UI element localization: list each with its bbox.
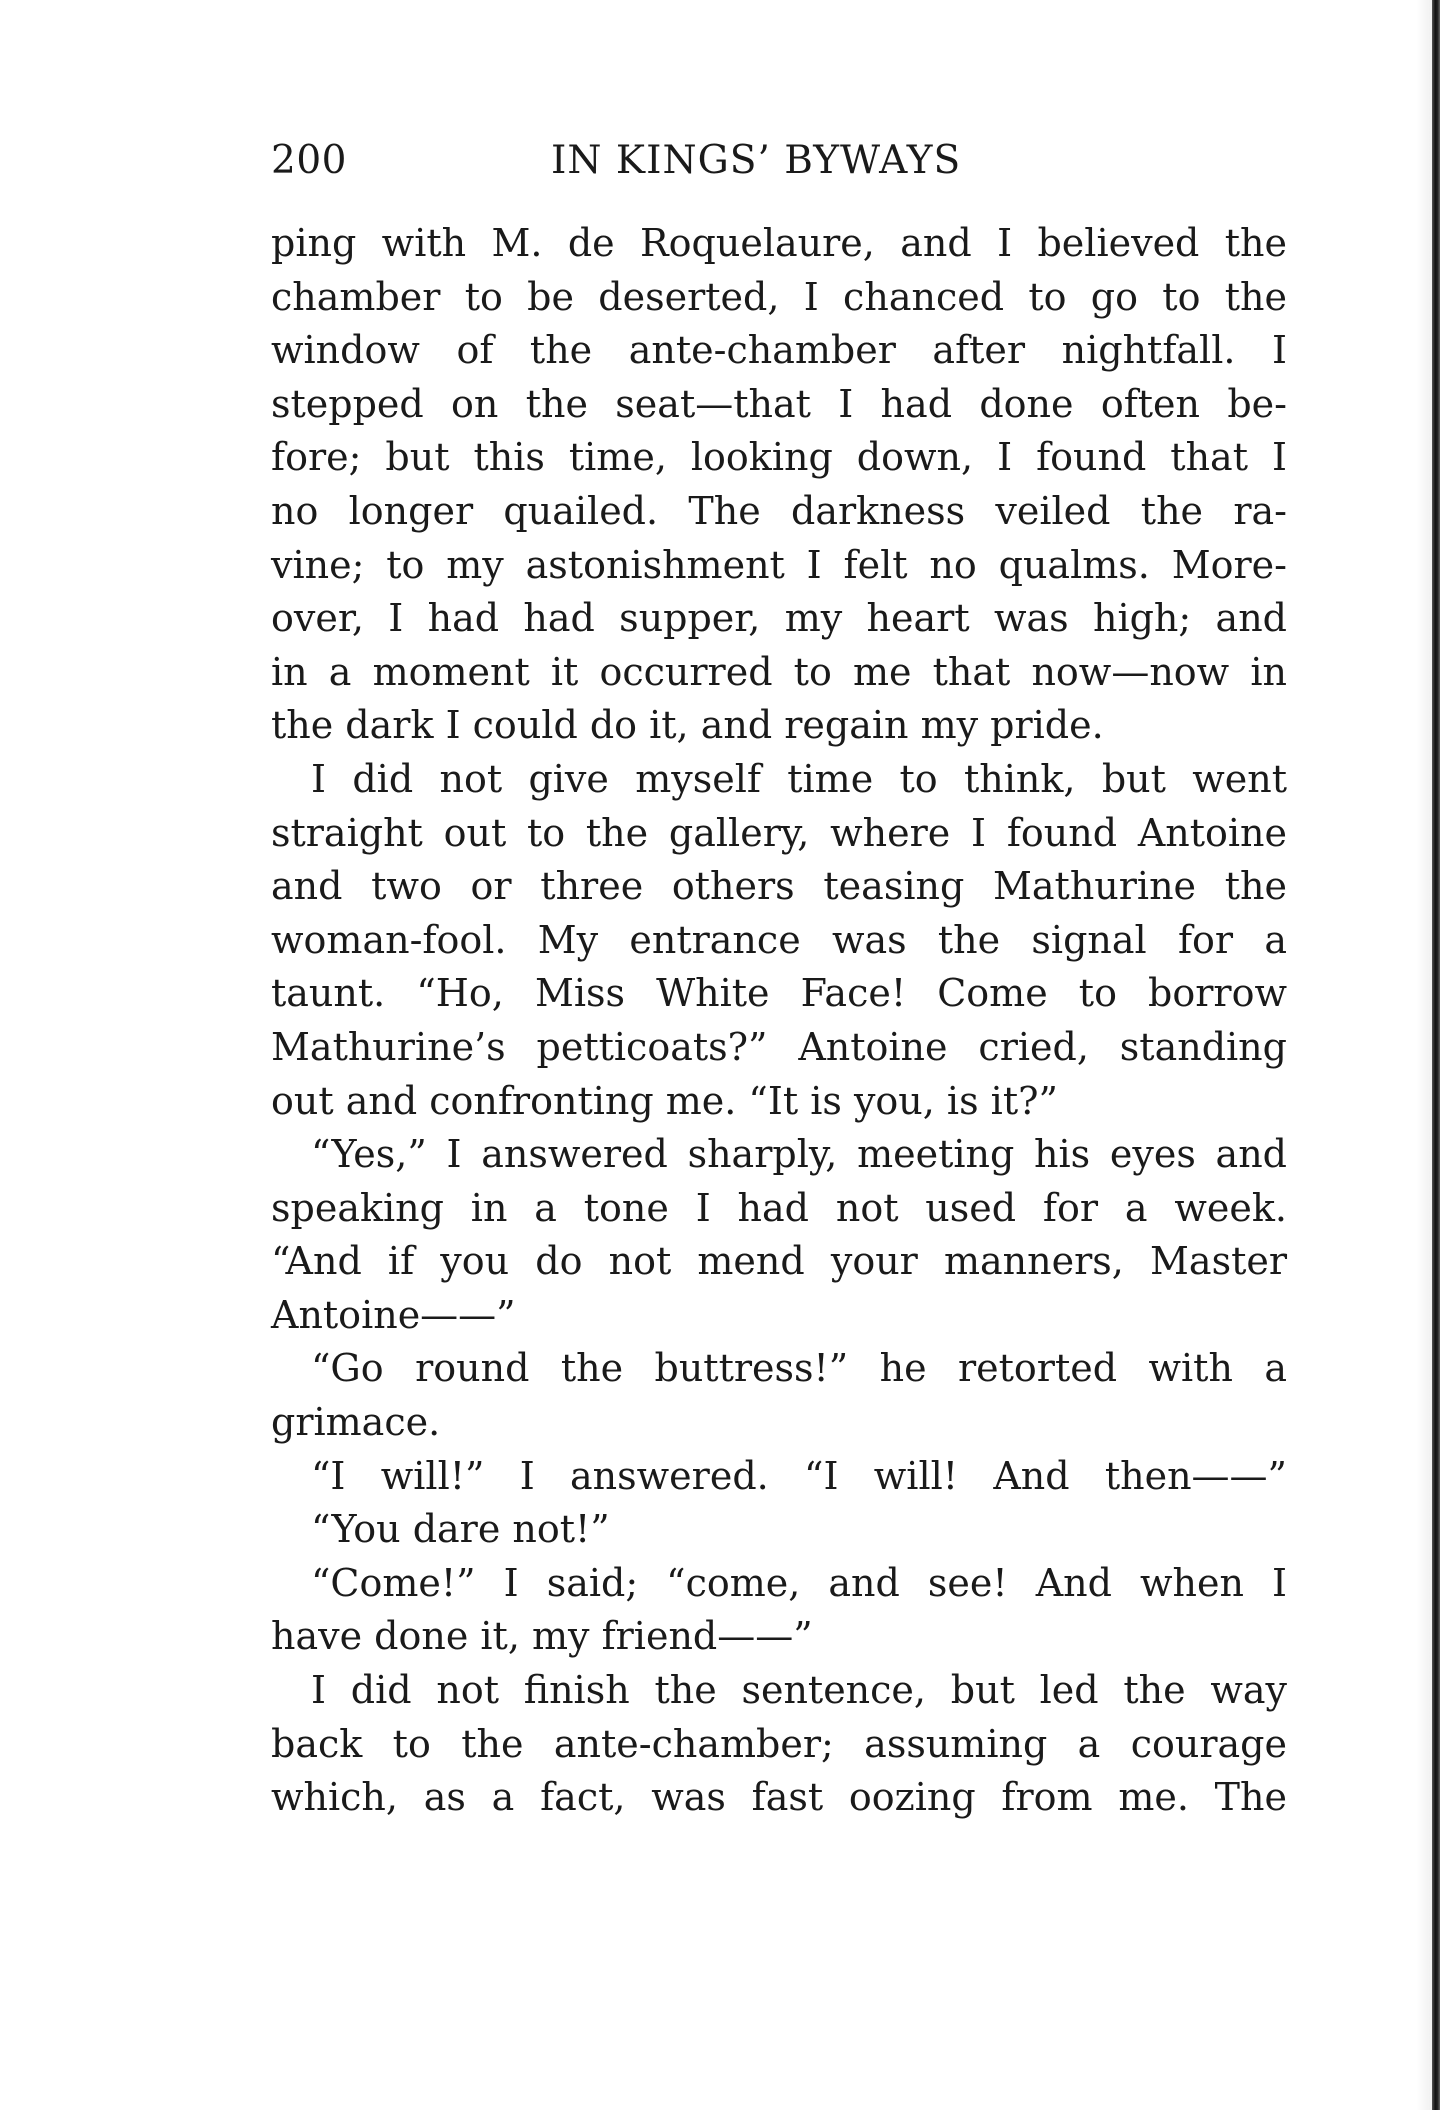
text-line: “And if you do not mend your manners, Master — [271, 1239, 1287, 1284]
running-title: IN KINGS’ BYWAYS — [551, 138, 962, 183]
text-line: ping with M. de Roquelaure, and I believed the — [271, 221, 1287, 265]
running-header — [271, 134, 1287, 188]
text-line: taunt. “Ho, Miss White Face! Come to borrow — [271, 971, 1287, 1016]
gutter-shadow — [1416, 0, 1432, 2110]
text-line: woman-fool. My entrance was the signal for a — [271, 917, 1287, 962]
page-number: 200 — [271, 138, 347, 183]
text-line: fore; but this time, looking down, I found that I — [271, 435, 1287, 480]
text-line: have done it, my friend——” — [271, 1614, 813, 1659]
text-line: the dark I could do it, and regain my pride. — [271, 703, 1104, 748]
text-line: straight out to the gallery, where I found Antoine — [271, 810, 1287, 855]
text-line: back to the ante-chamber; assuming a courage — [271, 1721, 1287, 1766]
text-line: “Yes,” I answered sharply, meeting his eyes and — [311, 1132, 1287, 1177]
text-line: which, as a fact, was fast oozing from me. The — [271, 1775, 1287, 1820]
text-line: I did not finish the sentence, but led the way — [311, 1668, 1287, 1713]
text-line: over, I had had supper, my heart was high; and — [271, 596, 1287, 641]
text-line: and two or three others teasing Mathurine the — [271, 864, 1287, 909]
text-line: chamber to be deserted, I chanced to go to the — [271, 274, 1287, 319]
text-line: “Go round the buttress!” he retorted with a — [311, 1346, 1287, 1391]
text-line: grimace. — [271, 1400, 441, 1445]
text-line: “I will!” I answered. “I will! And then——” — [311, 1453, 1287, 1498]
text-line: speaking in a tone I had not used for a week. — [271, 1185, 1287, 1230]
book-spine-edge — [1432, 0, 1440, 2110]
text-line: no longer quailed. The darkness veiled the ra- — [271, 488, 1287, 533]
text-line: “Come!” I said; “come, and see! And when I — [311, 1560, 1287, 1605]
text-line: Mathurine’s petticoats?” Antoine cried, standing — [271, 1024, 1287, 1069]
body-text — [271, 217, 1287, 1825]
text-line: window of the ante-chamber after nightfall. I — [271, 328, 1287, 373]
text-line: “You dare not!” — [311, 1507, 610, 1552]
text-line: Antoine——” — [271, 1292, 516, 1337]
text-line: I did not give myself time to think, but went — [311, 756, 1287, 801]
text-line: stepped on the seat—that I had done often be- — [271, 381, 1287, 426]
text-line: vine; to my astonishment I felt no qualms. More- — [271, 542, 1287, 587]
text-line: out and confronting me. “It is you, is it?” — [271, 1078, 1058, 1123]
text-line: in a moment it occurred to me that now—now in — [271, 649, 1287, 694]
